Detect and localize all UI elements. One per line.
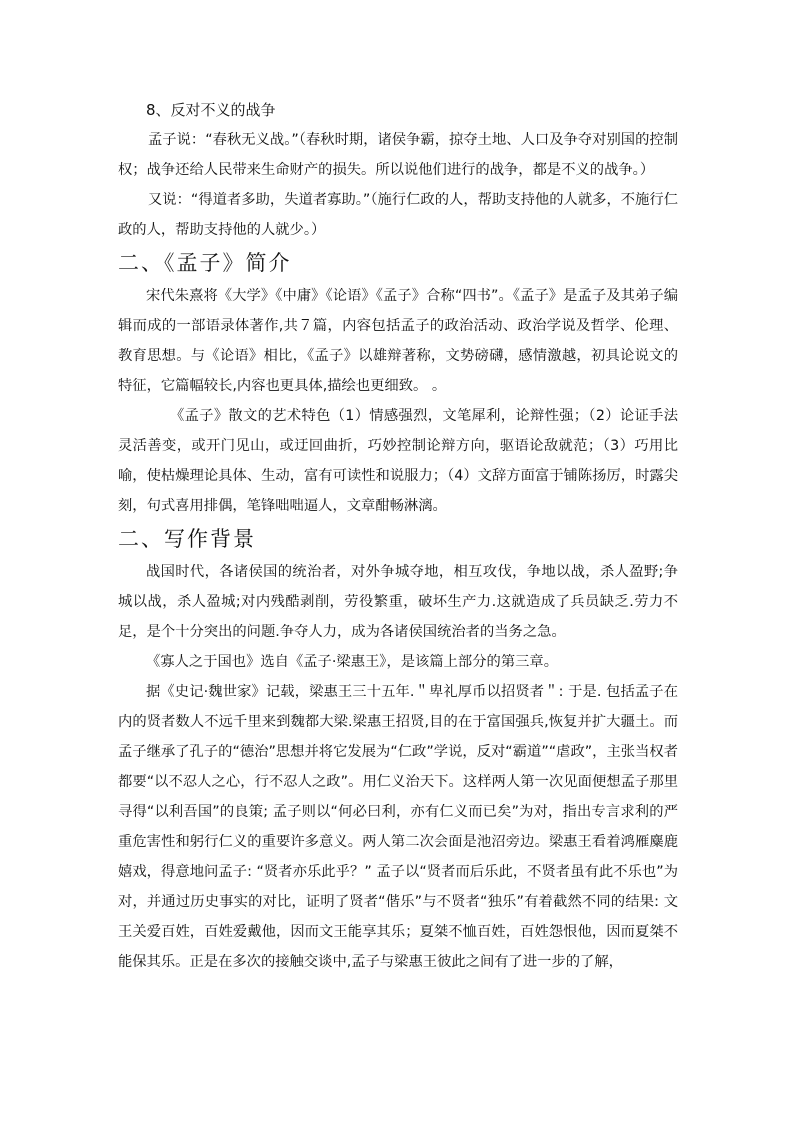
intro-paragraph-1: 宋代朱熹将《大学》《中庸》《论语》《孟子》合称“四书”。《孟子》是孟子及其弟子编辑而成的一部语录体著作,共７篇，内容包括孟子的政治活动、政治学说及哲学、伦理、教育思想。与《论语》相比，《孟子》以雄辩著称，文势磅礴，感情激越，初具论说文的特征，它篇幅较长,内容也更具体,描绘也更细致。 。 xyxy=(118,288,678,394)
document-body xyxy=(118,95,678,977)
background-paragraph-1: 战国时代，各诸侯国的统治者，对外争城夺地，相互攻伐，争地以战，杀人盈野;争城以战，杀人盈城;对内残酷剥削，劳役繁重，破坏生产力.这就造成了兵员缺乏.劳力不足，是个十分突出的问题.争夺人力，成为各诸侯国统治者的当务之急。 xyxy=(118,564,678,640)
background-heading: 二、写作背景 xyxy=(118,527,256,551)
intro-paragraph-2: 《孟子》散文的艺术特色（1）情感强烈，文笔犀利，论辩性强；（2）论证手法灵活善变，或开门见山，或迂回曲折，巧妙控制论辩方向，驱语论敌就范；（3）巧用比喻，使枯燥理论具体、生动，富有可读性和说服力；（4）文辞方面富于铺陈扬厉，时露尖刻，句式喜用排偶，笔锋咄咄逼人，文章酣畅淋漓。 xyxy=(118,408,678,514)
background-paragraph-3: 据《史记·魏世家》记载，梁惠王三十五年.＂卑礼厚币以招贤者＂: 于是. 包括孟子在内的贤者数人不远千里来到魏都大梁.梁惠王招贤,目的在于富国强兵,恢复并扩大疆土。而孟子继承了孔子的“德治”思想并将它发展为“仁政”学说，反对“霸道”“虐政”，主张当权者都要“以不忍人之心，行不忍人之政”。用仁义治天下。这样两人第一次见面便想孟子那里寻得“以利吾国”的良策; 孟子则以“何必曰利，亦有仁义而已矣”为对，指出专言求利的严重危害性和躬行仁义的重要许多意义。两人第二次会面是池沼旁边。梁惠王看着鸿雁麋鹿嬉戏，得意地问孟子: “贤者亦乐此乎？” 孟子以“贤者而后乐此，不贤者虽有此不乐也”为对，并通过历史事实的对比，证明了贤者“偕乐”与不贤者“独乐”有着截然不同的结果: 文王关爱百姓，百姓爱戴他，因而文王能享其乐；夏桀不恤百姓，百姓怨恨他，因而夏桀不能保其乐。正是在多次的接触交谈中,孟子与梁惠王彼此之间有了进一步的了解， xyxy=(118,684,678,970)
background-paragraph-2: 《寡人之于国也》选自《孟子·梁惠王》，是该篇上部分的第三章。 xyxy=(146,654,559,670)
intro-heading: 二、《孟子》简介 xyxy=(118,251,292,275)
section8-paragraph-2: 又说：“得道者多助，失道者寡助。”（施行仁政的人，帮助支持他的人就多，不施行仁政的人，帮助支持他的人就少。） xyxy=(118,192,678,238)
section8-heading: 8、反对不义的战争 xyxy=(146,101,276,119)
section8-paragraph-1: 孟子说：“春秋无义战。”（春秋时期，诸侯争霸，掠夺土地、人口及争夺对别国的控制权；战争还给人民带来生命财产的损失。所以说他们进行的战争，都是不义的战争。） xyxy=(118,132,678,178)
